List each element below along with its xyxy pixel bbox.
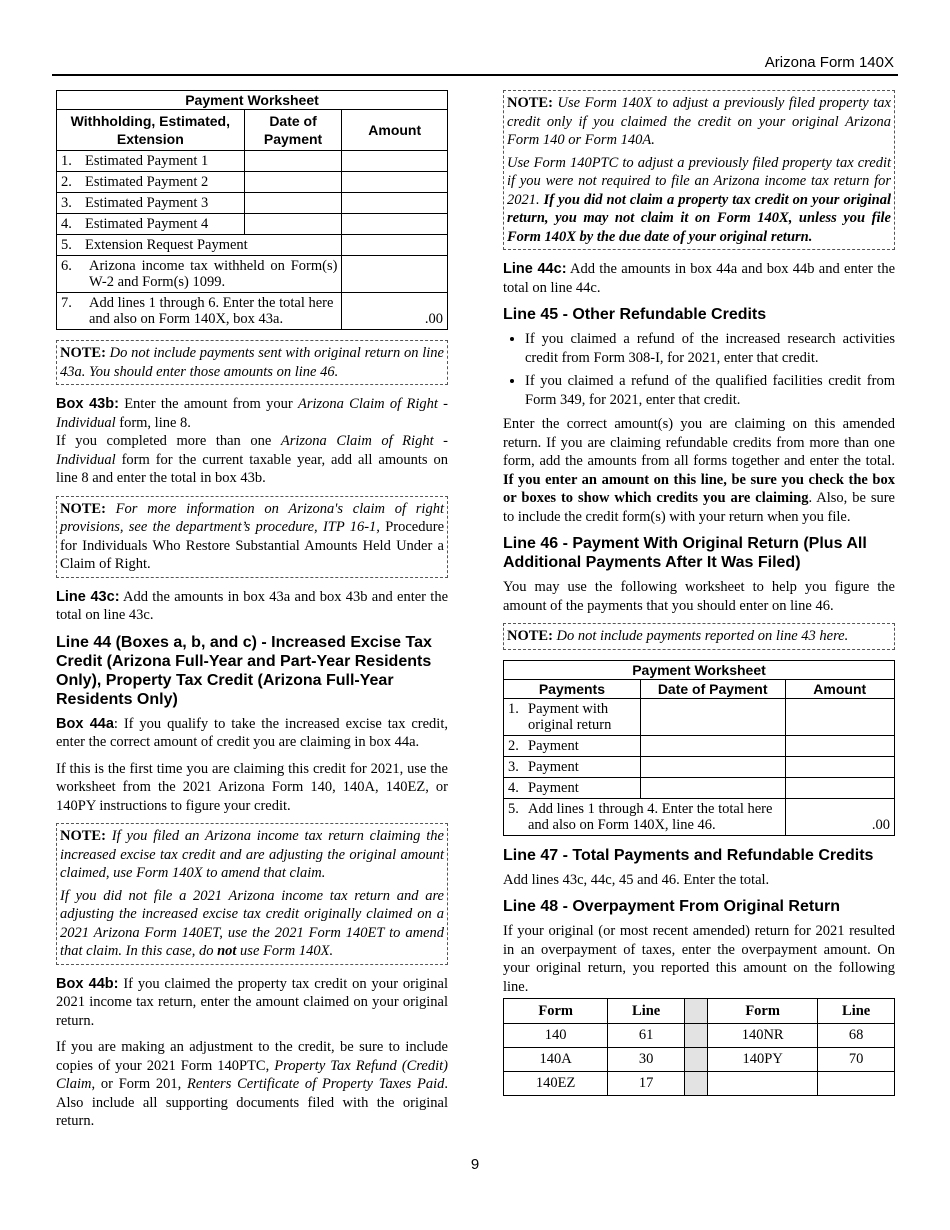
payment-worksheet-2 [503, 660, 895, 836]
col-header-amount: Amount [785, 679, 895, 698]
table-row: 1. Payment with original return [504, 698, 895, 735]
table-row: 5. Extension Request Payment [57, 235, 448, 256]
header-rule [52, 74, 898, 76]
note-box: NOTE: Do not include payments sent with original return on line 43a. You should enter those amounts on line 46. [56, 340, 448, 385]
worksheet-title: Payment Worksheet [57, 91, 448, 110]
list-item: • If you claimed a refund of the qualified facilities credit from Form 349, for 2021, enter that credit. [525, 372, 895, 409]
note-box: NOTE: For more information on Arizona's claim of right provisions, see the department’s procedure, ITP 16-1, Procedure for Individuals Who Restore Substantial Amounts Held Under a Claim of Right. [56, 496, 448, 578]
table-row: 5. Add lines 1 through 4. Enter the total here and also on Form 140X, line 46. .00 [504, 798, 895, 835]
box-44a-paragraph: Box 44a: If you qualify to take the increased excise tax credit, enter the correct amount of credit you are claiming in box 44a. [56, 715, 448, 750]
col-header-date: Date of Payment [244, 110, 342, 151]
header-title: Arizona Form 140X [764, 54, 894, 71]
payment-worksheet-1 [56, 90, 448, 330]
table-row: 1. Estimated Payment 1 [57, 151, 448, 172]
heading-line-45: Line 45 - Other Refundable Credits [503, 306, 767, 323]
table-row: 2. Estimated Payment 2 [57, 172, 448, 193]
note-box: NOTE: Do not include payments reported on line 43 here. [503, 623, 895, 650]
paragraph: If you are making an adjustment to the credit, be sure to include copies of your 2021 Form 140PTC, Property Tax Refund (Credit) Claim, or Form 201, Renters Certificate of Property Taxes Paid. Also include all supporting documents filed with the original return. [56, 1039, 449, 1129]
col-header-withholding: Withholding, Estimated, Extension [57, 110, 245, 151]
note-box: NOTE: Use Form 140X to adjust a previously filed property tax credit only if you claimed the credit on your original Arizona Form 140 or Form 140A. Use Form 140PTC to adjust a previously filed property tax credit if you were not required to file an Arizona income tax return for 2021. If you did not claim a property tax credit on your original return, you may not claim it on Form 140X, unless you file Form 140X by the due date of your original return. [503, 90, 895, 250]
form-line-table [503, 998, 895, 1096]
col-header-date: Date of Payment [640, 679, 785, 698]
list-item: • If you claimed a refund of the increased research activities credit from Form 308-I, for 2021, enter that credit. [525, 330, 895, 367]
table-row: 140 61 140NR 68 [504, 1024, 895, 1048]
table-row: 7. Add lines 1 through 6. Enter the total here and also on Form 140X, box 43a. .00 [57, 293, 448, 330]
col-header-payments: Payments [504, 679, 641, 698]
line-44c-paragraph: Line 44c: Add the amounts in box 44a and box 44b and enter the total on line 44c. [503, 261, 896, 296]
heading-line-47: Line 47 - Total Payments and Refundable Credits [503, 846, 874, 864]
col-header-form: Form [504, 999, 608, 1024]
col-header-line: Line [818, 999, 895, 1024]
table-row: 4. Estimated Payment 4 [57, 214, 448, 235]
table-row: 3. Estimated Payment 3 [57, 193, 448, 214]
heading-line-46: Line 46 - Payment With Original Return (Plus All Additional Payments After It Was Filed) [503, 535, 867, 571]
paragraph: Add lines 43c, 44c, 45 and 46. Enter the total. [503, 871, 770, 888]
heading-line-44: Line 44 (Boxes a, b, and c) - Increased Excise Tax Credit (Arizona Full-Year and Part-Year Residents Only), Property Tax Credit (Arizona Full-Year Residents Only) [56, 633, 432, 708]
total-amount: .00 [785, 798, 895, 835]
box-43b-paragraph: Box 43b: Enter the amount from your Arizona Claim of Right - Individual form, line 8. If you completed more than one Arizona Claim of Right - Individual form for the current taxable year, add all amounts on line 8 and enter the total in box 43b. [56, 396, 448, 486]
paragraph: If this is the first time you are claiming this credit for 2021, use the worksheet from the 2021 Arizona Form 140, 140A, 140EZ, or 140PY instructions to figure your credit. [56, 760, 448, 814]
line-43c-paragraph: Line 43c: Add the amounts in box 43a and box 43b and enter the total on line 43c. [56, 588, 449, 623]
paragraph: If your original (or most recent amended) return for 2021 resulted in an overpayment of taxes, enter the overpayment amount. On your original return, you reported this amount on the following line. [503, 923, 895, 995]
table-row: 140EZ 17 [504, 1072, 895, 1096]
page-number: 9 [470, 1156, 480, 1173]
left-column [56, 90, 448, 1139]
heading-line-48: Line 48 - Overpayment From Original Return [503, 898, 840, 915]
paragraph: Enter the correct amount(s) you are claiming on this amended return. If you are claiming refundable credits from more than one form, add the amounts from all forms together and enter the total. If you enter an amount on this line, be sure you check the box or boxes to show which credits you are claiming. Also, be sure to include the credit form(s) with your return when you file. [503, 416, 895, 525]
table-row: 6. Arizona income tax withheld on Form(s) W-2 and Form(s) 1099. [57, 256, 448, 293]
table-row: 4. Payment [504, 777, 895, 798]
bullet-list [503, 330, 895, 409]
table-row: 140A 30 140PY 70 [504, 1048, 895, 1072]
table-row: 2. Payment [504, 735, 895, 756]
note-box: NOTE: If you filed an Arizona income tax return claiming the increased excise tax credit and are adjusting the original amount claimed, use Form 140X to amend that claim. If you did not file a 2021 Arizona income tax return and are adjusting the increased excise tax credit originally claimed on a 2021 Arizona Form 140ET, use the 2021 Form 140ET to amend that claim. In this case, do not use Form 140X. [56, 823, 448, 965]
col-header-line: Line [608, 999, 685, 1024]
total-amount: .00 [342, 293, 448, 330]
worksheet-title: Payment Worksheet [504, 660, 895, 679]
col-header-amount: Amount [342, 110, 448, 151]
col-header-form: Form [707, 999, 817, 1024]
table-row: 3. Payment [504, 756, 895, 777]
box-44b-paragraph: Box 44b: If you claimed the property tax credit on your original 2021 income tax return, enter the amount claimed on your original return. [56, 975, 448, 1029]
right-column [503, 90, 895, 1096]
paragraph: You may use the following worksheet to help you figure the amount of the payments that you should enter on line 46. [503, 579, 895, 614]
